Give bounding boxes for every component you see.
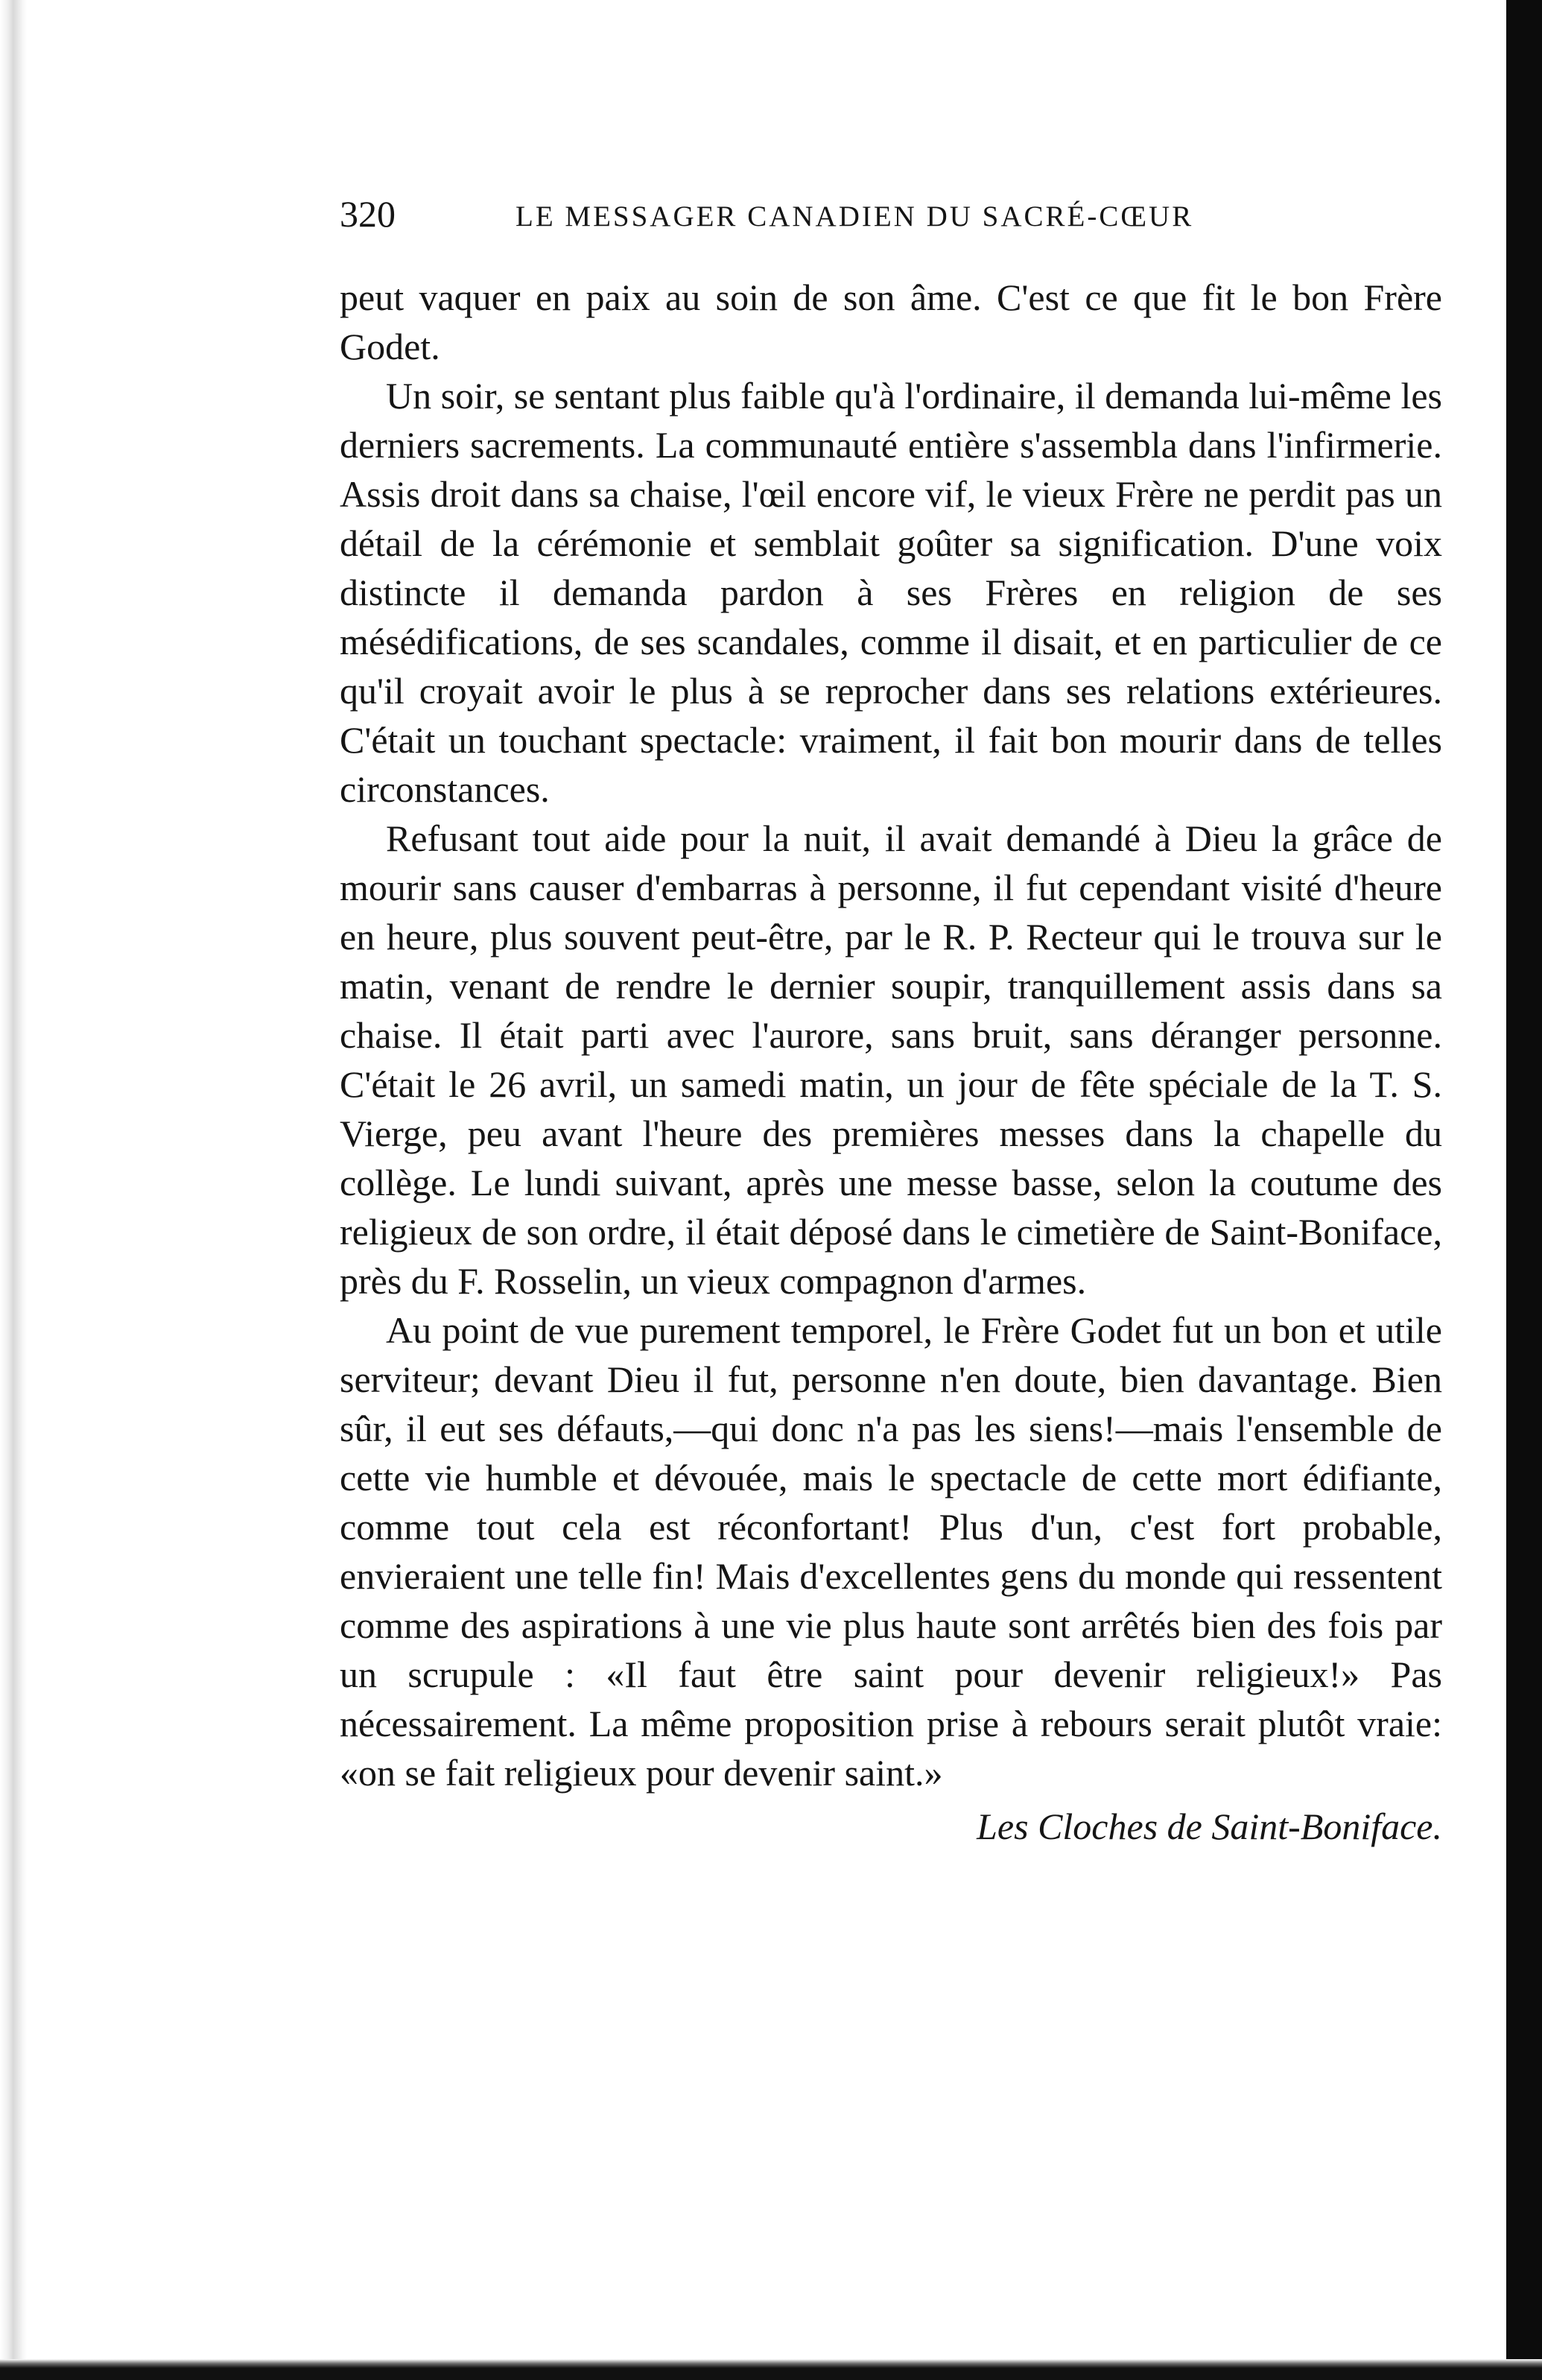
scan-left-edge [0, 0, 27, 2380]
scan-bottom-edge [0, 2359, 1542, 2380]
running-head [340, 179, 1442, 250]
paragraph: Au point de vue purement temporel, le Frère Godet fut un bon et utile serviteur; devant Dieu il fut, personne n'en doute, bien davantage. Bien sûr, il eut ses défauts,—qui donc n'a pas les siens!—mais l'ensemble de cette vie humble et dévouée, mais le spectacle de cette mort édifiante, comme tout cela est réconfortant! Plus d'un, c'est fort probable, envieraient une telle fin! Mais d'excellentes gens du monde qui ressentent comme des aspirations à une vie plus haute sont arrêtés bien des fois par un scrupule : «Il faut être saint pour devenir religieux!» Pas nécessairement. La même proposition prise à rebours serait plutôt vraie: «on se fait religieux pour devenir saint.» [340, 1309, 1442, 1794]
paragraph: Refusant tout aide pour la nuit, il avait demandé à Dieu la grâce de mourir sans causer d'embarras à personne, il fut cependant visité d'heure en heure, plus souvent peut-être, par le R. P. Recteur qui le trouva sur le matin, venant de rendre le dernier soupir, tranquillement assis dans sa chaise. Il était parti avec l'aurore, sans bruit, sans déranger personne. C'était le 26 avril, un samedi matin, un jour de fête spéciale de la T. S. Vierge, peu avant l'heure des premières messes dans la chapelle du collège. Le lundi suivant, après une messe basse, selon la coutume des religieux de son ordre, il était déposé dans le cimetière de Saint-Boniface, près du F. Rosselin, un vieux compagnon d'armes. [340, 817, 1442, 1302]
scan-right-edge [1506, 0, 1542, 2380]
paragraph: peut vaquer en paix au soin de son âme. C'est ce que fit le bon Frère Godet. [340, 276, 1442, 367]
page-number: 320 [340, 193, 396, 235]
paragraph: Un soir, se sentant plus faible qu'à l'ordinaire, il demanda lui-même les derniers sacrements. La communauté entière s'assembla dans l'infirmerie. Assis droit dans sa chaise, l'œil encore vif, le vieux Frère ne perdit pas un détail de la cérémonie et semblait goûter sa signification. D'une voix distincte il demanda pardon à ses Frères en religion de ses mésédifications, de ses scandales, comme il disait, et en particulier de ce qu'il croyait avoir le plus à se reprocher dans ses relations extérieures. C'était un touchant spectacle: vraiment, il fait bon mourir dans de telles circonstances. [340, 375, 1442, 810]
source-attribution: Les Cloches de Saint-Boniface. [977, 1805, 1442, 1847]
page-body [340, 273, 1442, 1851]
running-title: LE MESSAGER CANADIEN DU SACRÉ-CŒUR [515, 200, 1194, 232]
book-page [340, 179, 1442, 1851]
